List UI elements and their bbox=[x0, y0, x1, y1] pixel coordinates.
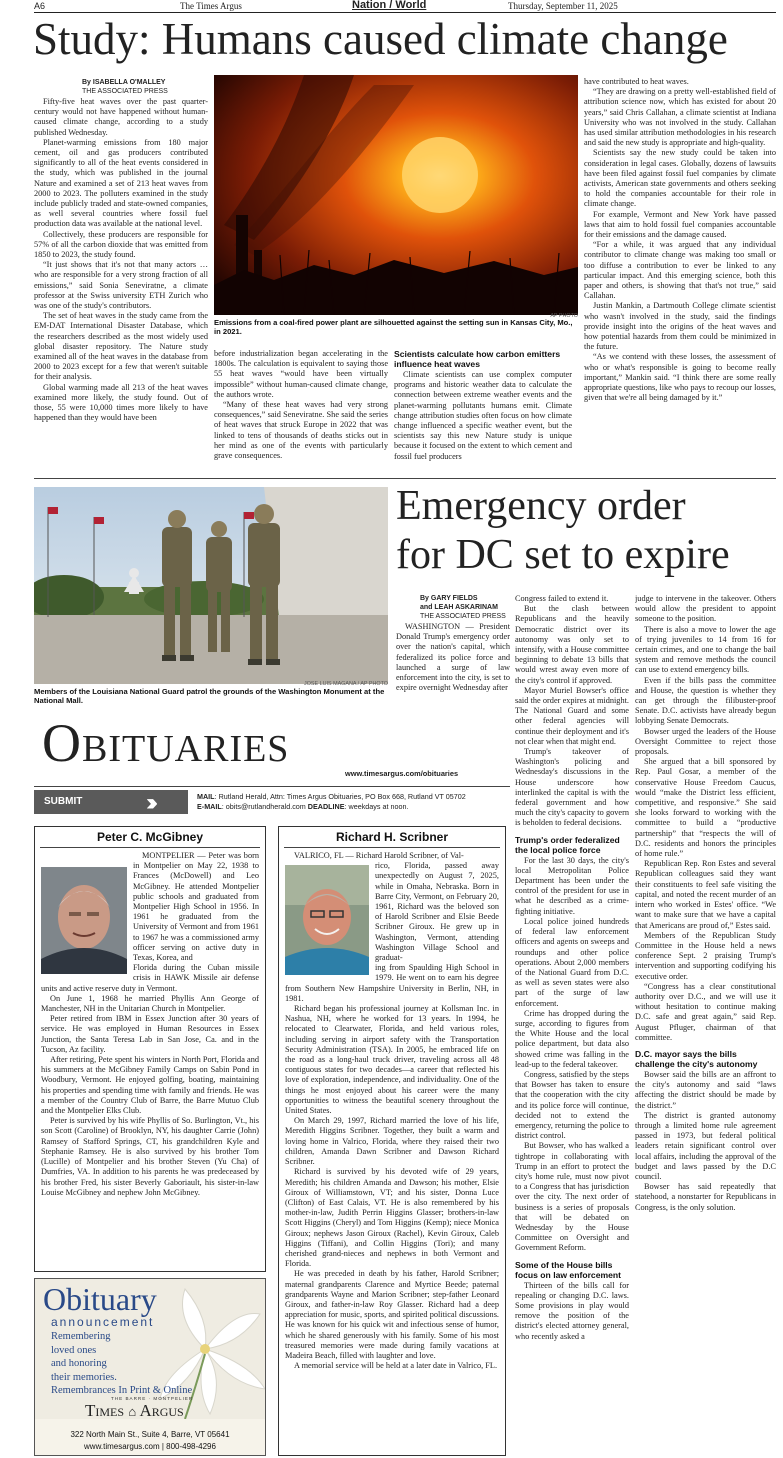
dc-paragraph: Congress failed to extend it. bbox=[515, 594, 609, 603]
section-rule bbox=[34, 478, 776, 479]
climate-subhead: Scientists calculate how carbon emitters influence heat waves bbox=[394, 349, 561, 369]
dc-paragraph: WASHINGTON — President Donald Trump's emergency order over the nation's capital, which federalized its police force and launched a surge of law enforcement into the city, is set to expire overnight Wednesday after bbox=[396, 622, 510, 693]
dc-paragraph: Mayor Muriel Bowser's office said the order expires at midnight. The National Guard and some other federal agencies will continue their deployment and it's not clear when that might end. bbox=[515, 685, 629, 746]
mail-label: MAIL bbox=[197, 792, 215, 801]
climate-paragraph: “As we contend with these losses, the assessment of who or what's responsible is going to become really important,” Mankin said. “I think there are some really appropriate questions, like who pays to recoup our losses, given that we're all being damaged by it.” bbox=[584, 352, 776, 403]
submit-label: SUBMIT bbox=[44, 796, 83, 807]
obit-name: Richard H. Scribner bbox=[335, 830, 449, 844]
dc-paragraph: Thirteen of the bills call for repealing or changing D.C. laws. Some provisions in play would remove the position of the district's elected attorney general, who recently asked a bbox=[515, 1280, 629, 1341]
climate-caption: Emissions from a coal-fired power plant are silhouetted against the setting sun in Kansas City, Mo., in 2021. bbox=[214, 318, 573, 337]
ad-logo-right: Argus bbox=[139, 1401, 184, 1420]
obit-paragraph: After retiring, Pete spent his winters in North Port, Florida and his summers at the McGibney Family Camps on Sabin Pond in Woodbury, Vermont. He enjoyed golfing, boating, maintaining his properties and spending time with family and friends. He was a member of the Country Club of Barre, the Barre Mutuo Club and the Montpelier Elks Club. bbox=[41, 1055, 259, 1116]
obit-paragraph: A memorial service will be held at a later date in Valrico, FL. bbox=[294, 1361, 498, 1371]
dc-paragraph: There is also a move to lower the age of trying juveniles to 14 from 16 for certain crimes, and one to change the bail system and remove methods the council can use to extend emergency bills. bbox=[635, 624, 776, 675]
obit-paragraph: ing from Spaulding High School in 1979. He went on to earn his degree from Southern New Hampshire University in Berlin, NH, in 1981. bbox=[285, 963, 499, 1003]
climate-paragraph: “They are drawing on a pretty well-established field of attribution science now, which has existed for about 20 years,” said Chris Callahan, a climate scientist at Indiana University who was not involved in the study. Callahan has used similar attribution methodologies in his research and said the new study is appropriate and high-quality. bbox=[584, 87, 776, 148]
dc-paragraph: Bowser has said repeatedly that statehood, a nonstarter for Republicans in Congress, is the only solution. bbox=[635, 1182, 776, 1212]
ad-line: their memories. bbox=[51, 1371, 117, 1383]
dc-headline-line2: for DC set to expire bbox=[396, 532, 730, 578]
climate-paragraph: have contributed to heat waves. bbox=[584, 77, 689, 86]
obit-body bbox=[279, 851, 505, 1371]
submit-bar[interactable] bbox=[34, 790, 188, 814]
climate-paragraph: Climate scientists can use complex computer programs and historic weather data to calculate the connection between extreme weather events and the planet-warming pollutants humans emit. Climate change attribution studies often focus on how climate change influenced a specific weather event, but the scientists say this new Nature study is unique because it focused on the extent to which cement and fossil fuel producers bbox=[394, 370, 572, 461]
dc-paragraph: Bowser said the bills are an affront to the city's autonomy and said “laws affecting the district should be made by the district.” bbox=[635, 1069, 776, 1110]
obit-scribner bbox=[278, 826, 506, 1456]
ad-contact[interactable]: www.timesargus.com | 800-498-4296 bbox=[84, 1442, 216, 1451]
climate-byline-org: THE ASSOCIATED PRESS bbox=[82, 88, 168, 95]
dc-col2 bbox=[515, 594, 629, 1456]
mcgibney-photo bbox=[41, 867, 127, 974]
climate-paragraph: Fifty-five heat waves over the past quarter-century would not have happened without human-caused climate change, according to a study published Wednesday. bbox=[34, 97, 208, 137]
scribner-photo bbox=[285, 865, 369, 975]
dc-caption: Members of the Louisiana National Guard patrol the grounds of the Washington Monument at the National Mall. bbox=[34, 687, 385, 706]
ad-line: loved ones bbox=[51, 1344, 97, 1356]
dc-col3 bbox=[635, 594, 776, 1456]
climate-headline: Study: Humans caused climate change bbox=[33, 14, 728, 64]
ad-small: THE BARRE · MONTPELIER bbox=[111, 1396, 194, 1401]
dc-byline-org: THE ASSOCIATED PRESS bbox=[420, 613, 506, 620]
ad-logo-left: Times bbox=[85, 1401, 125, 1420]
obituary-ad[interactable] bbox=[34, 1278, 266, 1456]
sunset-image bbox=[214, 75, 578, 315]
dc-paragraph: Even if the bills pass the committee and House, the question is whether they can get through the filibuster-proof Senate. D.C. activists have already begun lobbying Senate Democrats. bbox=[635, 675, 776, 726]
chevron-right-icon: ››› bbox=[146, 789, 152, 816]
climate-paragraph: Justin Mankin, a Dartmouth College climate scientist who wasn't involved in the study, said the findings provide insight into the origins of the heat waves and how potential hazards from them could be minimized in the future. bbox=[584, 301, 776, 352]
climate-col2 bbox=[214, 349, 388, 469]
ad-address: 322 North Main St., Suite 4, Barre, VT 05641 bbox=[70, 1430, 230, 1439]
deadline-text: : weekdays at noon. bbox=[344, 802, 409, 811]
obit-paragraph: On June 1, 1968 he married Phyllis Ann George of Manchester, NH in the Unitarian Church in Montpelier. bbox=[41, 993, 259, 1014]
obit-paragraph: MONTPELIER — Peter was born in Montpelier on May 22, 1938 to Frances (McDowell) and Leo McGibney. He attended Montpelier public schools and graduated from Montpelier High School in 1956. In 1961 he graduated from the University of Vermont and from 1961 to 1967 he was a commissioned army officer serving on active duty in Texas, Korea, and bbox=[133, 851, 259, 963]
climate-byline-name: By ISABELLA O'MALLEY bbox=[82, 79, 166, 86]
obit-paragraph: VALRICO, FL — Richard Harold Scribner, of Val- bbox=[294, 851, 464, 860]
dc-paragraph: Local police joined hundreds of federal law enforcement officers and agents on sweeps and roundups and other police operations. About 2,000 members of the National Guard from D.C. as well as seven states were also part of the surge of law enforcement. bbox=[515, 916, 629, 1008]
climate-paragraph: “It just shows that it's not that many actors … who are responsible for a very strong fraction of all emissions,” said Sonia Seneviratne, a climate professor at the Swiss university ETH Zurich who was one of the study's contributors. bbox=[34, 260, 208, 311]
mail-text: : Rutland Herald, Attn: Times Argus Obituaries, PO Box 668, Rutland VT 05702 bbox=[214, 792, 466, 801]
climate-paragraph: “Many of these heat waves had very strong consequences,” said Seneviratne. She said the series of heat waves that struck Europe in 2022 that was linked to tens of thousands of deaths sticks out in her mind as one of the events with particularly grave consequences. bbox=[214, 400, 388, 461]
dc-col1 bbox=[396, 622, 510, 706]
obituaries-url[interactable]: www.timesargus.com/obituaries bbox=[345, 769, 459, 778]
climate-byline bbox=[82, 78, 202, 96]
ad-line: Remembering bbox=[51, 1331, 111, 1342]
climate-paragraph: Global warming made all 213 of the heat waves examined more likely, the study found. Out of those, 55 were 10,000 times more likely to have happened than they would have been bbox=[34, 382, 208, 423]
section-label[interactable]: Nation / World bbox=[352, 0, 427, 11]
dc-paragraph: Trump's takeover of Washington's policing and Wednesday's discussions in the House underscore how interlinked the capital is with the federal government and how much the city's capacity to govern is beholden to federal decisions. bbox=[515, 747, 629, 828]
obit-paragraph: rico, Florida, passed away unexpectedly on August 7, 2025, while in Omaha, Nebraska. Born in Barre City, Vermont, on February 20, 1961, Richard was the beloved son of Harold Scribner and Elsie Beede Scribner Giroux. He grew up in Washington, Vermont, attending Washington Village School and graduat- bbox=[375, 861, 499, 963]
dc-byline bbox=[420, 594, 520, 621]
guard-photo bbox=[34, 487, 388, 684]
dc-subhead-3: D.C. mayor says the bills challenge the city's autonomy bbox=[635, 1048, 758, 1069]
dc-paragraph: She argued that a bill sponsored by Rep. Paul Gosar, a member of the conservative House Freedom Caucus, would “make the District less efficient, competitive, and responsive.” She said she looks forward to working with the committee to build a “productive partnership” that “respects the will of D.C. residents and honors the principles of home rule.” bbox=[635, 757, 776, 859]
climate-col3 bbox=[394, 370, 572, 466]
climate-paragraph: Planet-warming emissions from 180 major cement, oil and gas producers contributed significantly to all of the heat events considered in the study, which was published in the journal Nature and examined a set of 213 heat waves from 2000 to 2023. The polluters examined in the study include publicly traded and state-owned companies, as well several countries where fossil fuel production data was available at the national level. bbox=[34, 137, 208, 229]
climate-col1 bbox=[34, 97, 208, 471]
obit-body bbox=[35, 851, 265, 1198]
climate-col4 bbox=[584, 77, 776, 469]
climate-paragraph: For example, Vermont and New York have passed laws that aim to hold fossil fuel companies accountable for their emissions and the damage caused. bbox=[584, 209, 776, 240]
obit-paragraph: He was preceded in death by his father, Harold Scribner; maternal grandparents Clarence and Myrtice Beede; paternal grandparents Wayne and Marion Scribner; step-father Leonard Giroux, and father-in-law Roy Glasser. Richard had a deep appreciation for music, sports, and spirited political discussions. He was known for his quick wit and infectious sense of humor, which he shared generously with his family. Some of his most treasured memories were made during family vacations at Madeira Beach, filled with laughter and love. bbox=[285, 1269, 499, 1360]
climate-paragraph: Scientists say the new study could be taken into consideration in legal cases. Globally, dozens of lawsuits have been filed against fossil fuel companies by climate activists, American state governments and others seeking to hold the companies accountable for their role in climate change. bbox=[584, 148, 776, 209]
obit-paragraph: On March 29, 1997, Richard married the love of his life, Meredith Higgins Scribner. Together, they built a warm and loving home in Valrico, Florida, where they raised their two children, Amanda Dawn Scribner and Dawson Richard Scribner. bbox=[285, 1116, 499, 1167]
dc-photo-credit: JOSE LUIS MAGANA / AP PHOTO bbox=[304, 681, 388, 687]
dc-headline bbox=[396, 482, 776, 580]
dc-headline-line1: Emergency order bbox=[396, 483, 686, 529]
dc-paragraph: judge to intervene in the takeover. Others would allow the president to appoint someone to the position. bbox=[635, 594, 776, 624]
dc-paragraph: The district is granted autonomy through a limited home rule agreement passed in 1973, but federal political leaders retain significant control over local affairs, including the approval of the budget and laws passed by the D.C council. bbox=[635, 1110, 776, 1181]
dc-paragraph: Congress, satisfied by the steps that Bowser has taken to ensure that the cooperation with the city and its police force will continue, decided not to extend the emergency, returning the police to district control. bbox=[515, 1069, 629, 1141]
climate-paragraph: before industrialization began accelerating in the 1800s. The calculation is equivalent to saying those 55 heat waves “would have been virtually impossible” without human-caused climate change, the authors wrote. bbox=[214, 349, 388, 399]
climate-paragraph: “For a while, it was argued that any individual contributor to climate change was making too small or too diffuse a contribution to ever be linked to any particular impact. And this emerging science, both this paper and others, is showing that that's not true,” said Callahan. bbox=[584, 240, 776, 301]
dc-paragraph: Crime has dropped during the surge, according to figures from the White House and the local police department, but data also showed crime was falling in the lead-up to the federal takeover. bbox=[515, 1008, 629, 1069]
obit-rule bbox=[40, 847, 260, 848]
dc-byline-2: and LEAH ASKARINAM bbox=[420, 604, 498, 611]
obit-name: Peter C. McGibney bbox=[96, 830, 204, 844]
submit-info bbox=[197, 792, 507, 812]
dc-subhead-1: Trump's order federalized the local police force bbox=[515, 834, 620, 855]
ad-title: Obituary bbox=[43, 1281, 157, 1317]
climate-paragraph: Collectively, these producers are responsible for 57% of all the carbon dioxide that was emitted from 1850 to 2023, the study found. bbox=[34, 229, 208, 260]
obituaries-banner: Obituaries bbox=[42, 713, 290, 773]
dc-subhead-2: Some of the House bills focus on law enforcement bbox=[515, 1259, 622, 1280]
page-number: A6 bbox=[34, 1, 46, 11]
ad-lines bbox=[51, 1330, 192, 1398]
capitol-dome-icon: ⌂ bbox=[128, 1404, 137, 1419]
dc-paragraph: Republican Rep. Ron Estes and several Republican colleagues said they want their constituents to feel safe visiting the capital, and noted the recent murder of an intern who worked in Estes' office. “We want to make sure that we have a capital that Americans are proud of,” Estes said. bbox=[635, 859, 776, 930]
dc-byline-1: By GARY FIELDS bbox=[420, 595, 478, 602]
obit-paragraph: Peter is survived by his wife Phyllis of So. Burlington, Vt., his son Scott (Caroline) of Brooklyn, NY, his daughter Carrie (John) Ramsey of Stafford Springs, CT, his grandchildren Kyle and Stephanie Ramsey. He is also survived by his brother Tom (Lucille) of Montpelier and his brother Steven (Yu Cha) of Dumfries, VA. In addition to his parents he was predeceased by his brother Fred, his sister Beverly Gaboriault, his sister-in-law Louise McGibney and nephew John McGibney. bbox=[41, 1116, 259, 1197]
obit-paragraph: Richard began his professional journey at Kollsman Inc. in Nashua, NH, where he worked for 13 years. In 1994, he relocated to Clearwater, Florida, and held various roles, including serving in airport safety with the Transportation Security Administration (TSA). In 2005, he embraced life on the road as a long-haul truck driver, traveling across all 48 contiguous states for two decades—a career that reflected his love of exploration, independence, and individuality. One of the things he most enjoyed about his career were the many opportunities to witness the beautiful scenery throughout the United States. bbox=[285, 1004, 499, 1116]
ad-subtitle: announcement bbox=[51, 1315, 155, 1329]
paper-name: The Times Argus bbox=[180, 1, 242, 11]
ad-logo bbox=[85, 1401, 184, 1421]
ad-line: and honoring bbox=[51, 1358, 107, 1369]
issue-date: Thursday, September 11, 2025 bbox=[508, 1, 618, 11]
obit-paragraph: Richard is survived by his devoted wife of 29 years, Meredith; his children Amanda and Dawson; his mother, Elsie Giroux of Williamstown, VT; and his sister, Donna Luce (Clifton) of East Calais, VT. He is also remembered by his mother-in-law, Judith Perrin Higgins Glasser; brothers-in-law Scott Higgins (Cheryl) and Tom Higgins (Kemp); niece Monica Giroux; nephews Jason Giroux (Rachel), Kevin Giroux, Caleb Higgins (Tiffani), and Collin Higgins (Tori); and many cherished grand-nieces and nephews in both Vermont and Florida. bbox=[285, 1167, 499, 1269]
dc-paragraph: But Bowser, who has walked a tightrope in collaborating with Trump in an effort to protect the city's home rule, must now pivot to a Congress that has jurisdiction over the city. The next order of business is a series of proposals that will be debated on Wednesday by the House Committee on Oversight and Government Reform. bbox=[515, 1141, 629, 1253]
guard-patrol-image bbox=[34, 487, 388, 684]
ad-line: Remembrances In Print & Online bbox=[51, 1385, 193, 1396]
climate-col3-block bbox=[394, 349, 572, 466]
obits-rule bbox=[34, 786, 510, 787]
obit-rule bbox=[284, 847, 500, 848]
email-label: E-MAIL bbox=[197, 802, 222, 811]
dc-paragraph: For the last 30 days, the city's local Metropolitan Police Department has been under the control of the president for use in what he described as a crime-fighting initiative. bbox=[515, 855, 629, 916]
obit-mcgibney bbox=[34, 826, 266, 1272]
climate-paragraph: The set of heat waves in the study came from the EM-DAT International Disaster Database, which the researchers described as the most widely used global disaster repository. The Nature study examined all of the heat waves in the database from 2000 to 2023 except for a few that weren't suitable for their analysis. bbox=[34, 311, 208, 382]
obit-paragraph: Florida during the Cuban missile crisis in HAWK Missile air defense units and active reserve duty in Vermont. bbox=[41, 963, 259, 993]
email-text[interactable]: : obits@rutlandherald.com bbox=[221, 802, 306, 811]
dc-paragraph: But the clash between Republicans and the heavily Democratic district over its autonomy was only set to intensify, with a House committee beginning to debate 13 bills that would wrest away even more of the city's control if approved. bbox=[515, 604, 629, 685]
obit-paragraph: Peter retired from IBM in Essex Junction after 30 years of service. He was employed in Human Resources in Essex Junction, the Santa Teresa Lab in San Jose, Ca. and in the Tucson, Az facility. bbox=[41, 1014, 259, 1054]
climate-photo-credit: AP PHOTO bbox=[550, 313, 578, 319]
dc-paragraph: Members of the Republican Study Committee in the House held a news conference Sept. 2 praising Trump's intervention and supporting codifying his executive order. bbox=[635, 930, 776, 981]
deadline-label: DEADLINE bbox=[307, 802, 345, 811]
power-plant-photo bbox=[214, 75, 578, 315]
dc-paragraph: “Congress has a clear constitutional authority over D.C., and we will use it without hesitation to continue making D.C. safe and great again,” said Rep. August Pfluger, chairman of that committee. bbox=[635, 981, 776, 1042]
dc-paragraph: Bowser urged the leaders of the House Oversight Committee to reject those proposals. bbox=[635, 726, 776, 757]
